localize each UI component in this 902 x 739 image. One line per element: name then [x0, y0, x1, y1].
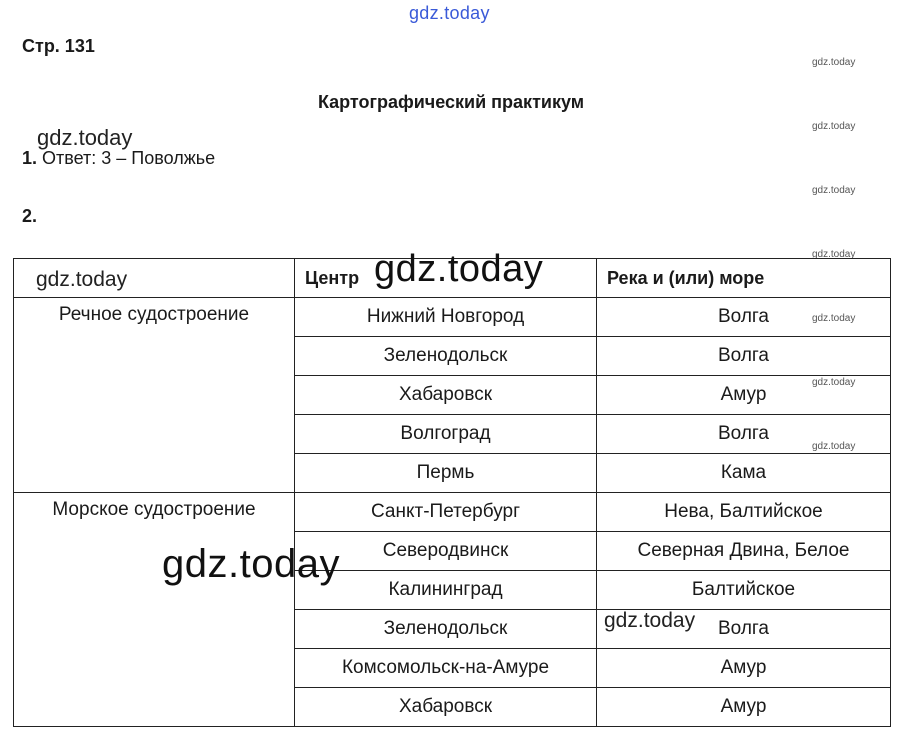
watermark-small: gdz.today — [812, 377, 856, 388]
center-cell: Нижний Новгород — [295, 298, 597, 337]
watermark-text: gdz.today — [37, 125, 133, 150]
watermark-small: gdz.today — [812, 185, 856, 196]
watermark-small: gdz.today — [812, 313, 856, 324]
center-cell: Комсомольск-на-Амуре — [295, 649, 597, 688]
watermark-small: gdz.today — [812, 121, 856, 132]
water-cell: Амур — [597, 649, 891, 688]
page-number: Стр. 131 — [22, 36, 95, 56]
center-cell: Зеленодольск — [295, 337, 597, 376]
center-cell: Северодвинск — [295, 532, 597, 571]
watermark-text: gdz.today — [604, 609, 696, 632]
type-sea: Морское судостроение — [14, 493, 295, 727]
task-2-label: 2. — [22, 206, 38, 226]
water-cell: Балтийское — [597, 571, 891, 610]
watermark-large: gdz.today — [162, 542, 340, 586]
water-cell: Северная Двина, Белое — [597, 532, 891, 571]
header-water: Река и (или) море — [597, 259, 891, 298]
shipbuilding-table — [13, 258, 891, 727]
center-cell: Санкт-Петербург — [295, 493, 597, 532]
center-cell: Волгоград — [295, 415, 597, 454]
watermark-small: gdz.today — [812, 441, 856, 452]
center-cell: Зеленодольск — [295, 610, 597, 649]
table-row — [14, 493, 891, 532]
water-cell: Волга — [597, 610, 891, 649]
watermark-large: gdz.today — [374, 248, 544, 290]
answer-1-number: 1. — [22, 148, 38, 168]
page-title: Картографический практикум — [317, 92, 585, 112]
water-cell: Волга — [597, 337, 891, 376]
table-row — [14, 298, 891, 337]
water-cell: Нева, Балтийское — [597, 493, 891, 532]
watermark-small: gdz.today — [812, 249, 856, 260]
center-cell: Хабаровск — [295, 376, 597, 415]
water-cell: Волга — [597, 298, 891, 337]
center-cell: Хабаровск — [295, 688, 597, 727]
water-cell: Амур — [597, 688, 891, 727]
watermark-text: gdz.today — [36, 268, 128, 291]
center-cell: Пермь — [295, 454, 597, 493]
water-cell: Амур — [597, 376, 891, 415]
type-river: Речное судостроение — [14, 298, 295, 493]
water-cell: Кама — [597, 454, 891, 493]
water-cell: Волга — [597, 415, 891, 454]
answer-1-text: Ответ: 3 – Поволжье — [37, 148, 216, 168]
answer-1 — [22, 148, 215, 169]
watermark-top: gdz.today — [409, 3, 490, 23]
header-center: Центр — [295, 259, 597, 298]
center-cell: Калининград — [295, 571, 597, 610]
watermark-small: gdz.today — [812, 57, 856, 68]
